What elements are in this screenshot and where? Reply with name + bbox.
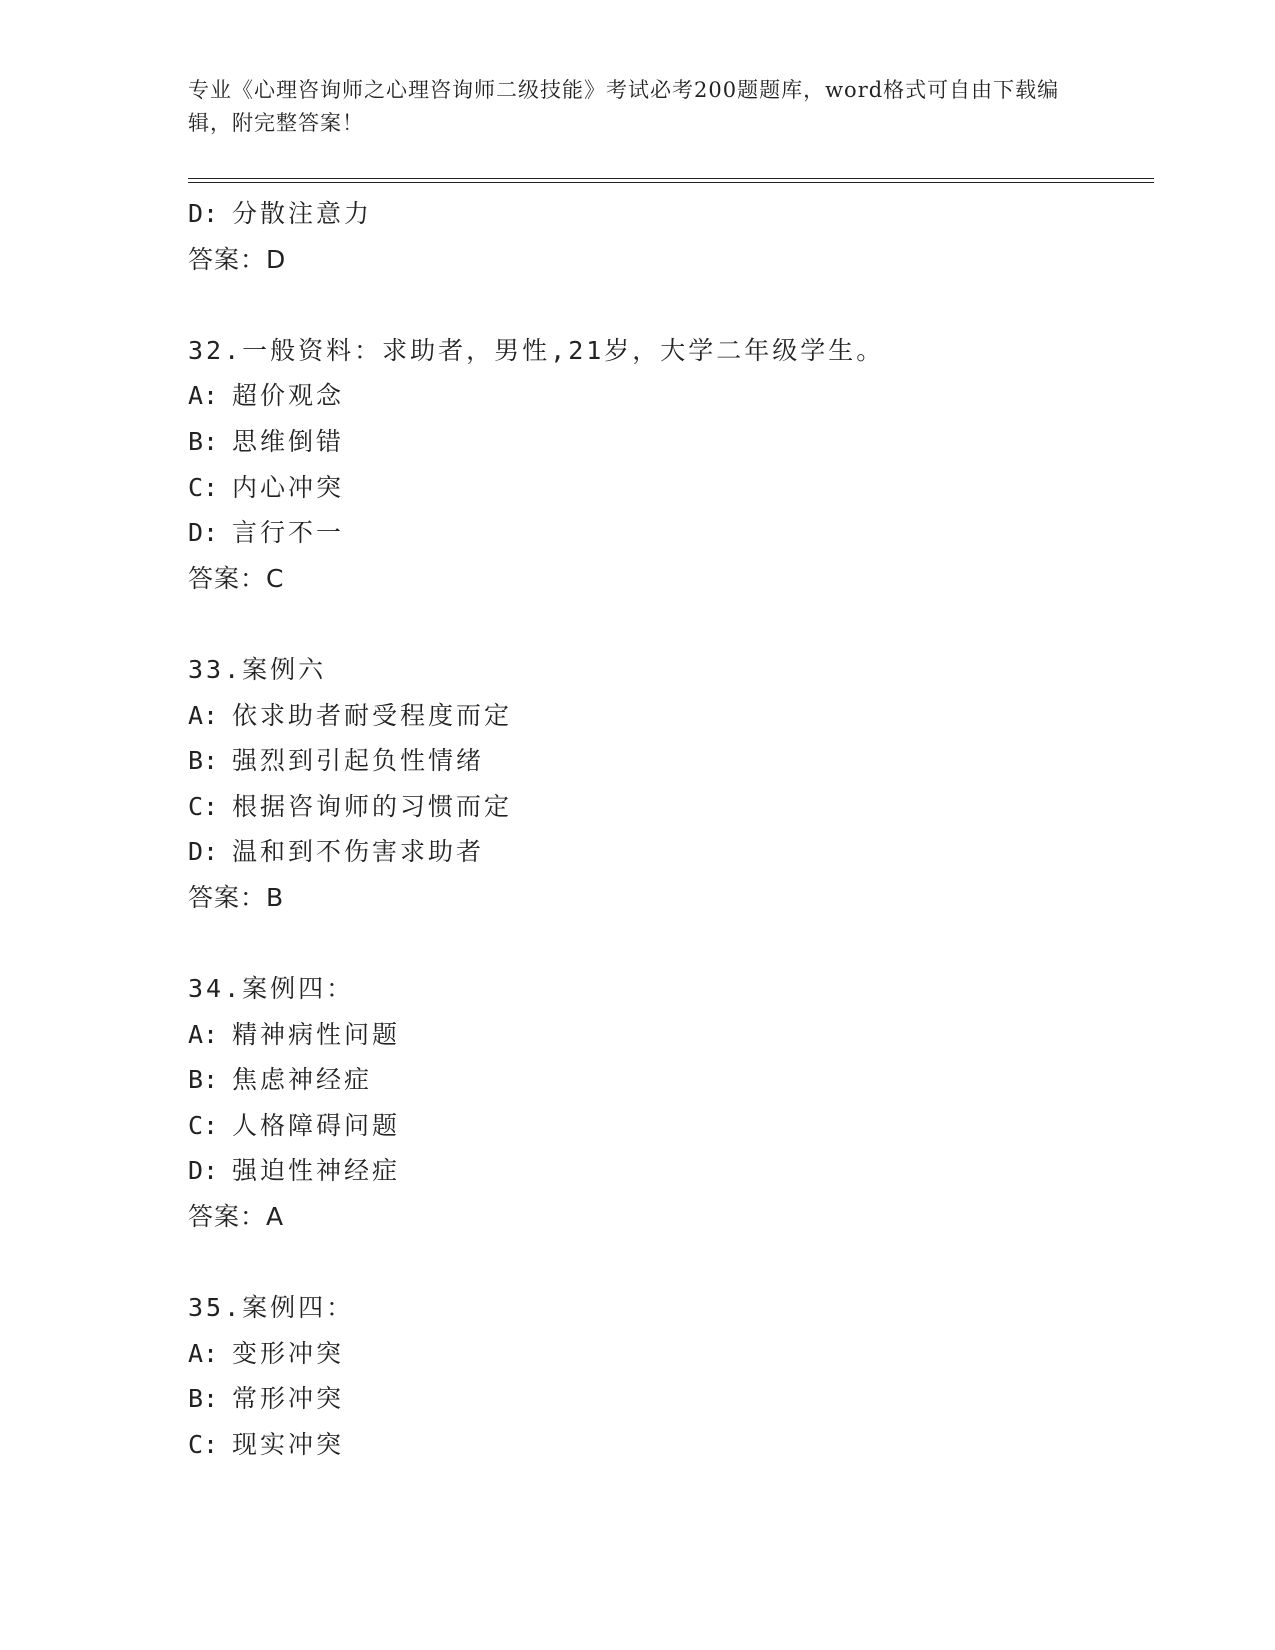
- answer-line: 答案：C: [188, 563, 285, 593]
- option-text: 变形冲突: [232, 1338, 345, 1368]
- blank-line: [188, 921, 1154, 967]
- option-text: 强迫性神经症: [232, 1156, 401, 1186]
- answer-line: 答案：B: [188, 882, 285, 912]
- question-line: 32.一般资料：求助者，男性,21岁，大学二年级学生。: [188, 335, 885, 365]
- option-text: 内心冲突: [232, 472, 345, 502]
- option-line: [188, 191, 1154, 237]
- option-label: B:: [188, 1065, 219, 1095]
- blank-line: [188, 1240, 1154, 1286]
- option-label: A:: [188, 1019, 219, 1049]
- header-rule-bottom: [188, 182, 1154, 183]
- option-text: 言行不一: [232, 518, 345, 548]
- option-text: 人格障碍问题: [232, 1110, 401, 1140]
- option-text: 根据咨询师的习惯而定: [232, 791, 513, 821]
- option-line: [188, 1012, 1154, 1058]
- option-text: 依求助者耐受程度而定: [232, 700, 513, 730]
- option-text: 焦虑神经症: [232, 1065, 373, 1095]
- option-line: [188, 829, 1154, 875]
- blank-line: [188, 282, 1154, 328]
- option-line: [188, 738, 1154, 784]
- option-line: [188, 510, 1154, 556]
- option-line: [188, 1422, 1154, 1468]
- option-label: A:: [188, 381, 219, 411]
- option-line: [188, 1148, 1154, 1194]
- option-label: D:: [188, 837, 219, 867]
- option-text: 精神病性问题: [232, 1019, 401, 1049]
- option-label: B:: [188, 1384, 219, 1414]
- option-line: [188, 1057, 1154, 1103]
- question-line: 33.案例六: [188, 654, 327, 684]
- document-header: 专业《心理咨询师之心理咨询师二级技能》考试必考200题题库，word格式可自由下载编辑，附完整答案！: [188, 78, 1060, 135]
- option-text: 温和到不伤害求助者: [232, 837, 485, 867]
- option-line: [188, 419, 1154, 465]
- option-label: C:: [188, 1430, 219, 1460]
- option-line: [188, 1376, 1154, 1422]
- option-label: D:: [188, 518, 219, 548]
- question-list: [188, 191, 1154, 1468]
- option-text: 常形冲突: [232, 1384, 345, 1414]
- header-rule-top: [188, 178, 1154, 179]
- question-line: 34.案例四：: [188, 974, 355, 1004]
- option-label: C:: [188, 791, 219, 821]
- option-text: 分散注意力: [232, 199, 373, 228]
- option-line: [188, 693, 1154, 739]
- option-text: 现实冲突: [232, 1430, 345, 1460]
- blank-line: [188, 601, 1154, 647]
- option-label: A:: [188, 1338, 219, 1368]
- answer-line: 答案：D: [188, 244, 287, 274]
- option-text: 强烈到引起负性情绪: [232, 746, 485, 776]
- option-line: [188, 784, 1154, 830]
- option-label: C:: [188, 472, 219, 502]
- option-text: 思维倒错: [232, 426, 345, 456]
- option-label: B:: [188, 746, 219, 776]
- option-label: C:: [188, 1110, 219, 1140]
- option-line: [188, 465, 1154, 511]
- question-line: 35.案例四：: [188, 1293, 355, 1323]
- option-label: A:: [188, 700, 219, 730]
- option-text: 超价观念: [232, 381, 345, 411]
- option-line: [188, 1103, 1154, 1149]
- option-label: B:: [188, 426, 219, 456]
- answer-line: 答案：A: [188, 1202, 285, 1232]
- option-label: D:: [188, 1156, 219, 1186]
- option-line: [188, 373, 1154, 419]
- option-line: [188, 1331, 1154, 1377]
- option-label: D:: [188, 199, 219, 228]
